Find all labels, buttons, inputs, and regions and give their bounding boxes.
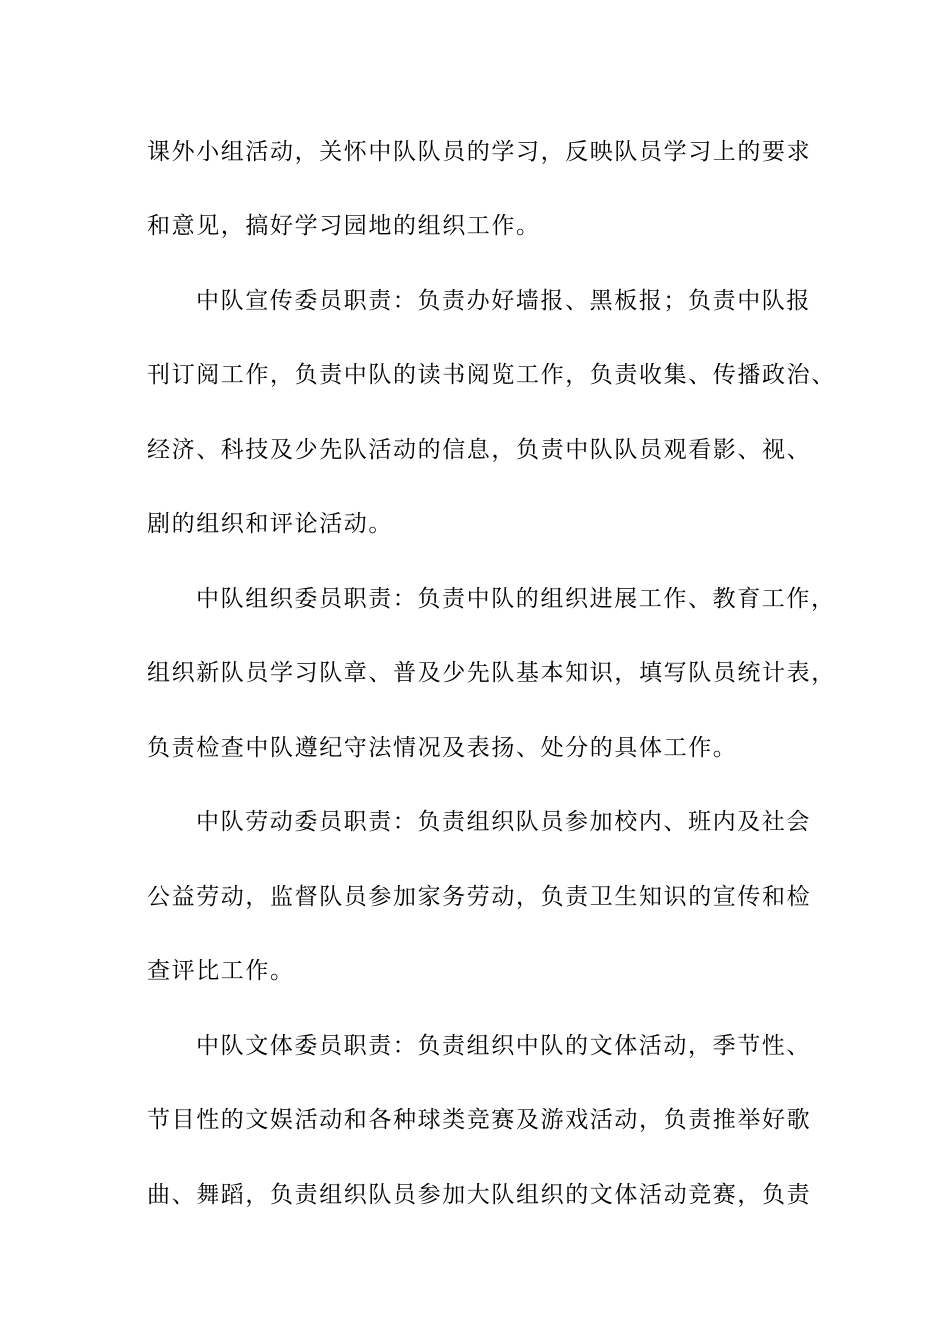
- text-line: 刊订阅工作，负责中队的读书阅览工作，负责收集、传播政治、: [147, 362, 836, 388]
- text-line: 和意见，搞好学习园地的组织工作。: [147, 213, 541, 239]
- text-line: 经济、科技及少先队活动的信息，负责中队队员观看影、视、: [147, 437, 812, 463]
- paragraph-start-line: 中队组织委员职责：负责中队的组织进展工作、教育工作，: [196, 586, 836, 612]
- text-line: 公益劳动，监督队员参加家务劳动，负责卫生知识的宣传和检: [147, 884, 812, 910]
- text-line: 曲、舞蹈，负责组织队员参加大队组织的文体活动竞赛，负责: [147, 1182, 812, 1208]
- text-line: 节目性的文娱活动和各种球类竞赛及游戏活动，负责推举好歌: [147, 1107, 812, 1133]
- text-line: 查评比工作。: [147, 958, 295, 984]
- paragraph-start-line: 中队宣传委员职责：负责办好墙报、黑板报；负责中队报: [196, 288, 811, 314]
- text-line: 剧的组织和评论活动。: [147, 511, 393, 537]
- paragraph-start-line: 中队劳动委员职责：负责组织队员参加校内、班内及社会: [196, 809, 811, 835]
- text-line: 负责检查中队遵纪守法情况及表扬、处分的具体工作。: [147, 735, 738, 761]
- text-line: 组织新队员学习队章、普及少先队基本知识，填写队员统计表，: [147, 660, 836, 686]
- text-line: 课外小组活动，关怀中队队员的学习，反映队员学习上的要求: [147, 139, 812, 165]
- paragraph-start-line: 中队文体委员职责：负责组织中队的文体活动，季节性、: [196, 1033, 811, 1059]
